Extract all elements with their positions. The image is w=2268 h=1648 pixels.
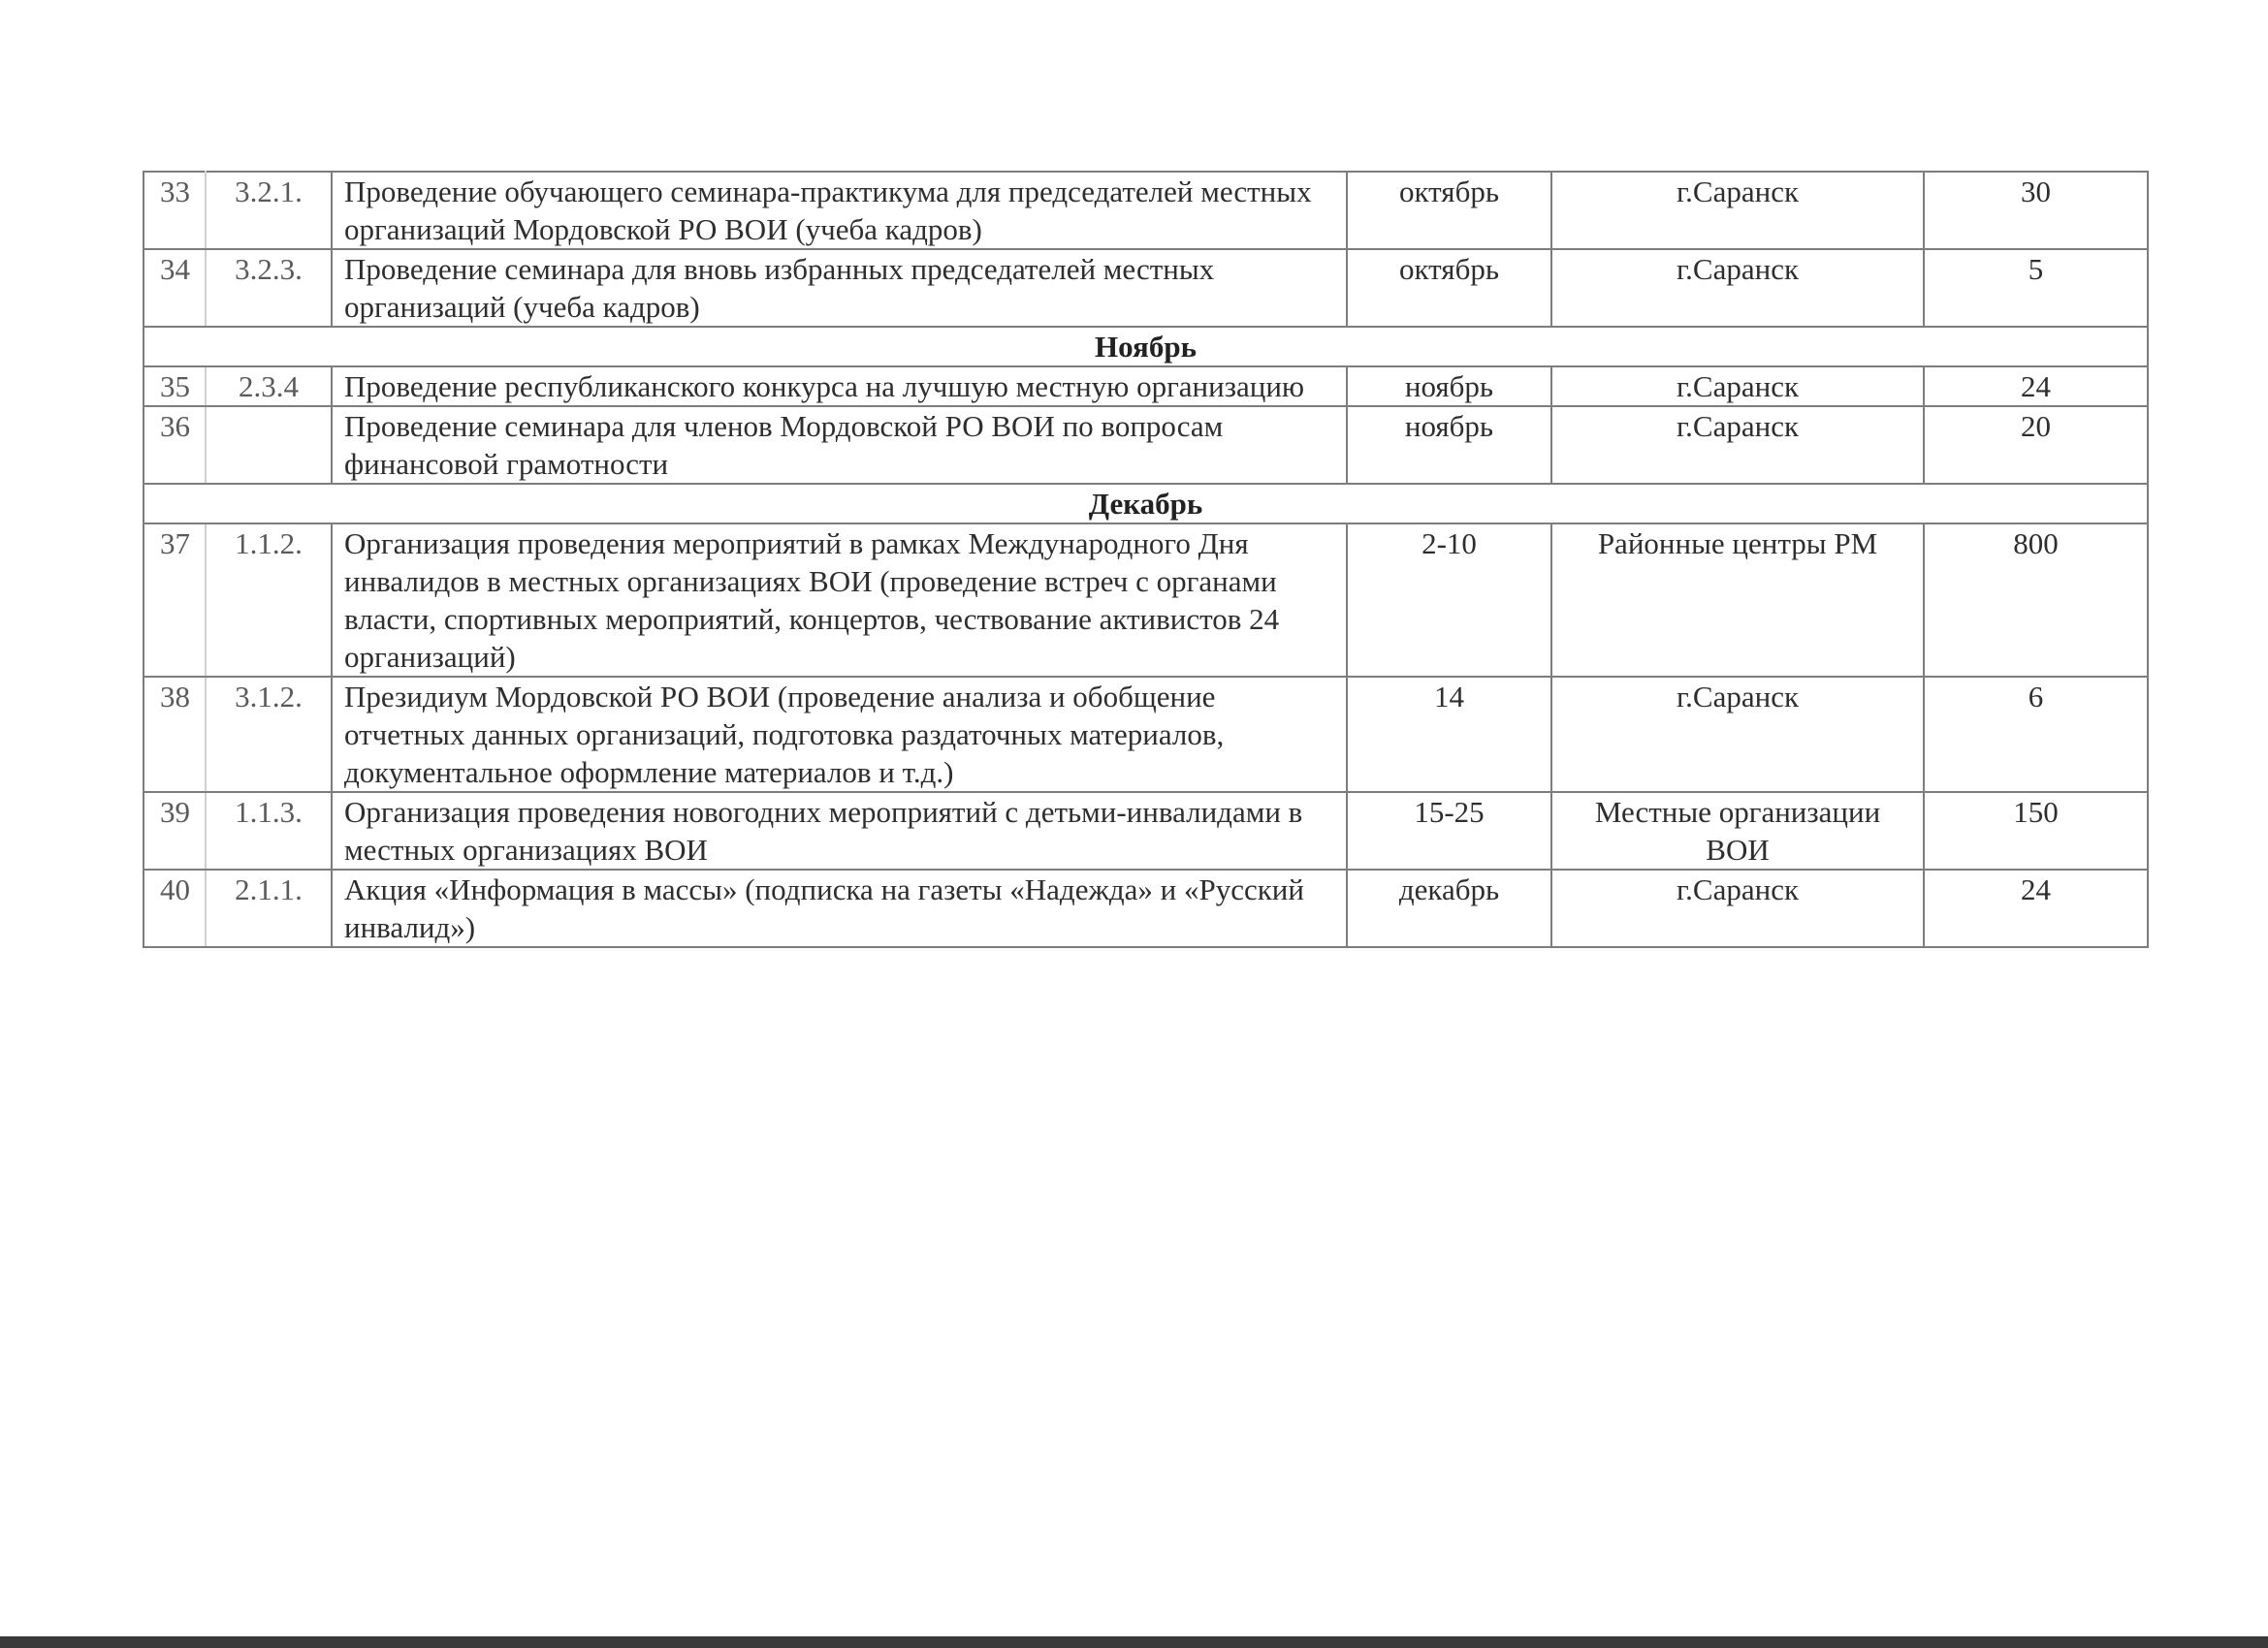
event-place: г.Саранск: [1551, 406, 1924, 484]
participants-count: 20: [1924, 406, 2148, 484]
table-row: [144, 249, 2148, 327]
event-place: г.Саранск: [1551, 677, 1924, 792]
event-date: ноябрь: [1347, 406, 1551, 484]
row-number: 40: [144, 870, 206, 947]
event-description: Проведение семинара для членов Мордовской РО ВОИ по вопросам финансовой грамотности: [332, 406, 1347, 484]
plan-item-code: 3.2.1.: [206, 172, 332, 249]
event-date: декабрь: [1347, 870, 1551, 947]
plan-item-code: 2.1.1.: [206, 870, 332, 947]
participants-count: 150: [1924, 792, 2148, 870]
row-number: 33: [144, 172, 206, 249]
row-number: 35: [144, 366, 206, 406]
event-description: Проведение семинара для вновь избранных председателей местных организаций (учеба кадров): [332, 249, 1347, 327]
plan-item-code: 3.2.3.: [206, 249, 332, 327]
participants-count: 24: [1924, 366, 2148, 406]
table-row: [144, 677, 2148, 792]
row-number: 34: [144, 249, 206, 327]
month-header-row: [144, 327, 2148, 366]
plan-item-code: [206, 406, 332, 484]
event-place: г.Саранск: [1551, 172, 1924, 249]
event-date: октябрь: [1347, 249, 1551, 327]
event-description: Акция «Информация в массы» (подписка на газеты «Надежда» и «Русский инвалид»): [332, 870, 1347, 947]
plan-item-code: 2.3.4: [206, 366, 332, 406]
plan-item-code: 3.1.2.: [206, 677, 332, 792]
month-header: Декабрь: [144, 484, 2148, 523]
event-date: ноябрь: [1347, 366, 1551, 406]
event-date: 2-10: [1347, 523, 1551, 677]
event-description: Проведение республиканского конкурса на лучшую местную организацию: [332, 366, 1347, 406]
event-place: Местные организации ВОИ: [1551, 792, 1924, 870]
event-date: 15-25: [1347, 792, 1551, 870]
table-row: [144, 366, 2148, 406]
scan-bottom-edge: [0, 1636, 2268, 1648]
table-row: [144, 523, 2148, 677]
participants-count: 6: [1924, 677, 2148, 792]
participants-count: 800: [1924, 523, 2148, 677]
table-row: [144, 406, 2148, 484]
participants-count: 24: [1924, 870, 2148, 947]
row-number: 38: [144, 677, 206, 792]
event-date: 14: [1347, 677, 1551, 792]
event-place: г.Саранск: [1551, 249, 1924, 327]
participants-count: 30: [1924, 172, 2148, 249]
events-plan-body: [144, 172, 2148, 947]
table-row: [144, 172, 2148, 249]
event-description: Организация проведения новогодних мероприятий с детьми-инвалидами в местных организациях ВОИ: [332, 792, 1347, 870]
event-description: Организация проведения мероприятий в рамках Международного Дня инвалидов в местных организациях ВОИ (проведение встреч с органами власти, спортивных мероприятий, концертов, чествование активистов 24 организаций): [332, 523, 1347, 677]
plan-item-code: 1.1.3.: [206, 792, 332, 870]
participants-count: 5: [1924, 249, 2148, 327]
table-row: [144, 792, 2148, 870]
row-number: 36: [144, 406, 206, 484]
event-place: г.Саранск: [1551, 870, 1924, 947]
event-place: г.Саранск: [1551, 366, 1924, 406]
month-header: Ноябрь: [144, 327, 2148, 366]
row-number: 37: [144, 523, 206, 677]
plan-item-code: 1.1.2.: [206, 523, 332, 677]
events-plan-table: [143, 171, 2149, 948]
event-date: октябрь: [1347, 172, 1551, 249]
month-header-row: [144, 484, 2148, 523]
row-number: 39: [144, 792, 206, 870]
event-description: Президиум Мордовской РО ВОИ (проведение анализа и обобщение отчетных данных организаций, подготовка раздаточных материалов, документальное оформление материалов и т.д.): [332, 677, 1347, 792]
event-place: Районные центры РМ: [1551, 523, 1924, 677]
table-row: [144, 870, 2148, 947]
event-description: Проведение обучающего семинара-практикума для председателей местных организаций Мордовской РО ВОИ (учеба кадров): [332, 172, 1347, 249]
